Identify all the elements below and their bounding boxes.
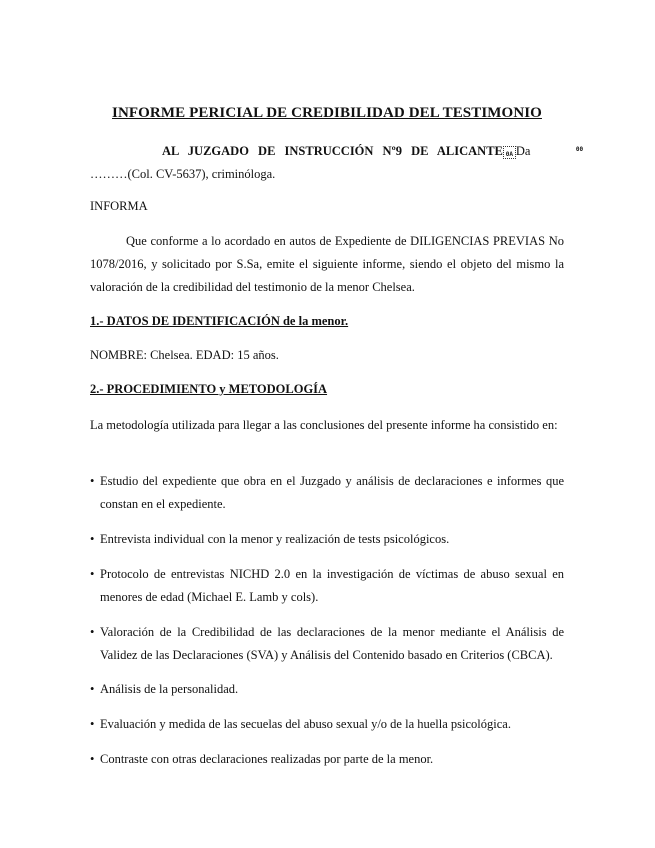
list-item <box>90 528 564 551</box>
missing-glyph-icon: 00 0A <box>503 146 516 159</box>
list-item-text: Entrevista individual con la menor y realización de tests psicológicos. <box>100 532 450 546</box>
report-title: INFORME PERICIAL DE CREDIBILIDAD DEL TESTIMONIO <box>112 105 542 121</box>
court-name: AL JUZGADO DE INSTRUCCIÓN Nº9 DE ALICANTE <box>162 144 503 158</box>
section-1-heading: 1.- DATOS DE IDENTIFICACIÓN de la menor. <box>90 314 349 328</box>
list-item <box>90 563 564 609</box>
list-item <box>90 470 564 516</box>
list-item-text: Protocolo de entrevistas NICHD 2.0 en la investigación de víctimas de abuso sexual en menores de edad (Michael E. Lamb y cols). <box>100 567 564 604</box>
intro-paragraph: Que conforme a lo acordado en autos de Expediente de DILIGENCIAS PREVIAS No 1078/2016, y solicitado por S.Sa, emite el siguiente informe, siendo el objeto del mismo la valoración de la credibilidad del testimonio de la menor Chelsea. <box>90 234 564 294</box>
expert-prefix: Da <box>515 144 531 158</box>
bullet-icon: • <box>90 532 95 546</box>
list-item-text: Análisis de la personalidad. <box>100 682 239 696</box>
expert-credentials: ………(Col. CV-5637), criminóloga. <box>90 167 276 181</box>
list-item <box>90 621 564 667</box>
list-item <box>90 713 564 736</box>
bullet-icon: • <box>90 625 95 639</box>
informa-label: INFORMA <box>90 199 148 213</box>
bullet-icon: • <box>90 682 95 696</box>
section-1-body: NOMBRE: Chelsea. EDAD: 15 años. <box>90 348 279 362</box>
bullet-icon: • <box>90 752 95 766</box>
list-item-text: Valoración de la Credibilidad de las declaraciones de la menor mediante el Análisis de Validez de las Declaraciones (SVA) y Análisis del Contenido basado en Criterios (CBCA). <box>100 625 564 662</box>
list-item-text: Estudio del expediente que obra en el Juzgado y análisis de declaraciones e informes que constan en el expediente. <box>100 474 564 511</box>
bullet-icon: • <box>90 474 95 488</box>
section-2-intro: La metodología utilizada para llegar a las conclusiones del presente informe ha consistido en: <box>90 418 558 432</box>
list-item-text: Contraste con otras declaraciones realizadas por parte de la menor. <box>100 752 434 766</box>
bullet-icon: • <box>90 567 95 581</box>
list-item-text: Evaluación y medida de las secuelas del abuso sexual y/o de la huella psicológica. <box>100 717 511 731</box>
court-address <box>90 140 584 186</box>
bullet-icon: • <box>90 717 95 731</box>
list-item <box>90 678 564 701</box>
list-item <box>90 748 564 771</box>
section-2-heading: 2.- PROCEDIMIENTO y METODOLOGÍA <box>90 382 328 396</box>
